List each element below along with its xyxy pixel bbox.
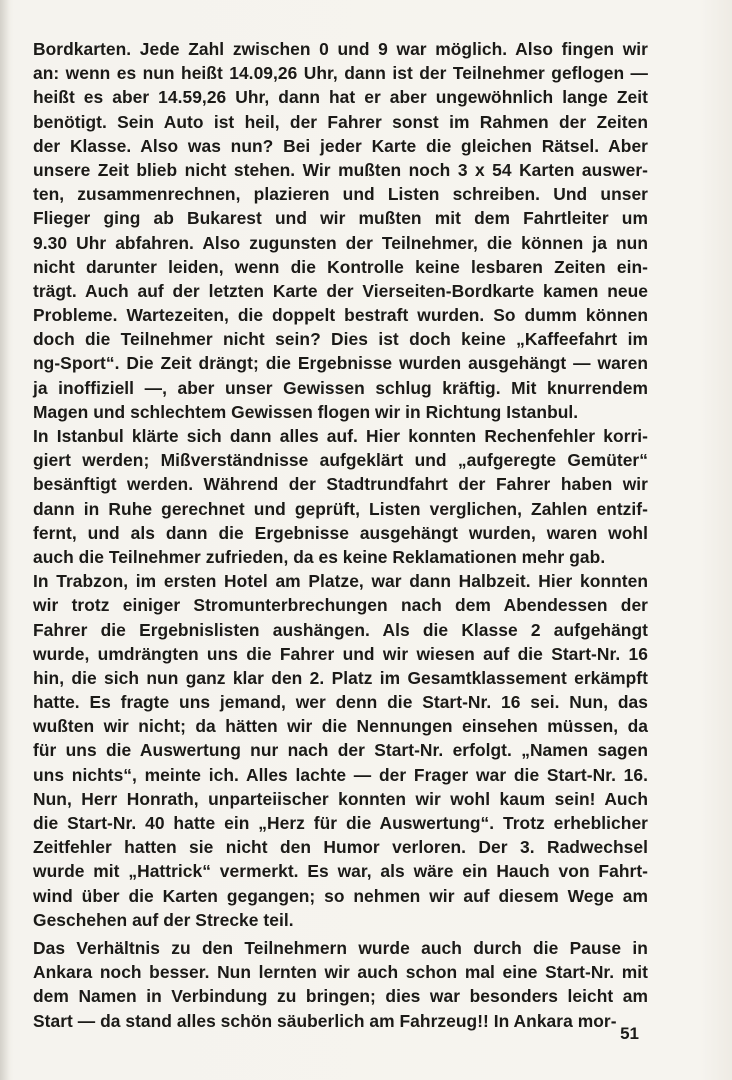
text-line: hin, die sich nun ganz klar den 2. Platz im Gesamtklassement erkämpft	[33, 667, 648, 688]
body-text	[33, 37, 648, 1033]
text-line: uns nichts“, meinte ich. Alles lachte — der Frager war die Start-Nr. 16.	[33, 764, 648, 785]
text-line: für uns die Auswertung nur nach der Start-Nr. erfolgt. „Namen sagen	[33, 740, 648, 761]
paragraph	[33, 37, 648, 424]
text-line: In Trabzon, im ersten Hotel am Platze, war dann Halbzeit. Hier konnten	[33, 571, 648, 592]
text-line: giert werden; Mißverständnisse aufgeklärt und „aufgeregte Gemüter“	[33, 450, 648, 471]
text-line: Start — da stand alles schön säuberlich am Fahrzeug!! In Ankara mor-	[33, 1010, 617, 1031]
text-line: besänftigt werden. Während der Stadtrundfahrt der Fahrer haben wir	[33, 474, 648, 495]
text-line: wind über die Karten gegangen; so nehmen wir auf diesem Wege am	[33, 885, 648, 906]
text-line: auch die Teilnehmer zufrieden, da es keine Reklamationen mehr gab.	[33, 546, 606, 567]
text-line: benötigt. Sein Auto ist heil, der Fahrer sonst im Rahmen der Zeiten	[33, 111, 648, 132]
text-line: unsere Zeit blieb nicht stehen. Wir mußten noch 3 x 54 Karten auswer-	[33, 159, 648, 180]
text-line: wurde, umdrängten uns die Fahrer und wir wiesen auf die Start-Nr. 16	[33, 643, 648, 664]
text-line: Bordkarten. Jede Zahl zwischen 0 und 9 war möglich. Also fingen wir	[33, 39, 648, 59]
text-line: 9.30 Uhr abfahren. Also zugunsten der Teilnehmer, die können ja nun	[33, 232, 648, 253]
text-line: heißt es aber 14.59,26 Uhr, dann hat er aber ungewöhnlich lange Zeit	[33, 87, 648, 108]
paragraph	[33, 936, 648, 1033]
text-line: fernt, und als dann die Ergebnisse ausgehängt wurden, waren wohl	[33, 522, 648, 543]
text-line: ja inoffiziell —, aber unser Gewissen schlug kräftig. Mit knurrendem	[33, 377, 648, 398]
page-number: 51	[620, 1024, 639, 1043]
text-line: der Klasse. Also was nun? Bei jeder Karte die gleichen Rätsel. Aber	[33, 135, 648, 156]
text-line: In Istanbul klärte sich dann alles auf. Hier konnten Rechenfehler korri-	[33, 426, 648, 446]
text-line: Ankara noch besser. Nun lernten wir auch schon mal eine Start-Nr. mit	[33, 962, 648, 983]
text-line: trägt. Auch auf der letzten Karte der Vierseiten-Bordkarte kamen neue	[33, 280, 648, 301]
text-line: wir trotz einiger Stromunterbrechungen nach dem Abendessen der	[33, 595, 648, 616]
text-line: die Start-Nr. 40 hatte ein „Herz für die Auswertung“. Trotz erheblicher	[33, 813, 648, 833]
text-line: Das Verhältnis zu den Teilnehmern wurde auch durch die Pause in	[33, 937, 648, 958]
text-line: Zeitfehler hatten sie nicht den Humor verloren. Der 3. Radwechsel	[33, 837, 648, 858]
binding-shadow	[0, 0, 10, 1080]
text-line: Geschehen auf der Strecke teil.	[33, 909, 294, 930]
text-line: hatte. Es fragte uns jemand, wer denn die Start-Nr. 16 sei. Nun, das	[33, 692, 648, 713]
text-line: Flieger ging ab Bukarest und wir mußten mit dem Fahrtleiter um	[33, 208, 648, 229]
text-line: ten, zusammenrechnen, plazieren und Listen schreiben. Und unser	[33, 184, 648, 205]
text-line: doch die Teilnehmer nicht sein? Dies ist doch keine „Kaffeefahrt im	[33, 329, 648, 350]
paragraph	[33, 569, 648, 932]
text-line: Nun, Herr Honrath, unparteiischer konnten wir wohl kaum sein! Auch	[33, 788, 648, 809]
text-line: Probleme. Wartezeiten, die doppelt bestraft wurden. So dumm können	[33, 305, 648, 326]
text-line: ng-Sport“. Die Zeit drängt; die Ergebnisse wurden ausgehängt — waren	[33, 353, 648, 374]
text-line: wurde mit „Hattrick“ vermerkt. Es war, als wäre ein Hauch von Fahrt-	[33, 861, 648, 882]
text-line: dem Namen in Verbindung zu bringen; dies war besonders leicht am	[33, 986, 648, 1007]
text-line: wußten wir nicht; da hätten wir die Nennungen einsehen müssen, da	[33, 716, 648, 737]
paragraph	[33, 424, 648, 569]
text-line: Magen und schlechtem Gewissen flogen wir in Richtung Istanbul.	[33, 401, 579, 422]
text-line: an: wenn es nun heißt 14.09,26 Uhr, dann ist der Teilnehmer geflogen —	[33, 63, 648, 84]
text-line: Fahrer die Ergebnislisten aushängen. Als die Klasse 2 aufgehängt	[33, 619, 648, 640]
text-line: nicht darunter leiden, wenn die Kontrolle keine lesbaren Zeiten ein-	[33, 256, 648, 277]
text-line: dann in Ruhe gerechnet und geprüft, Listen verglichen, Zahlen entzif-	[33, 498, 648, 519]
